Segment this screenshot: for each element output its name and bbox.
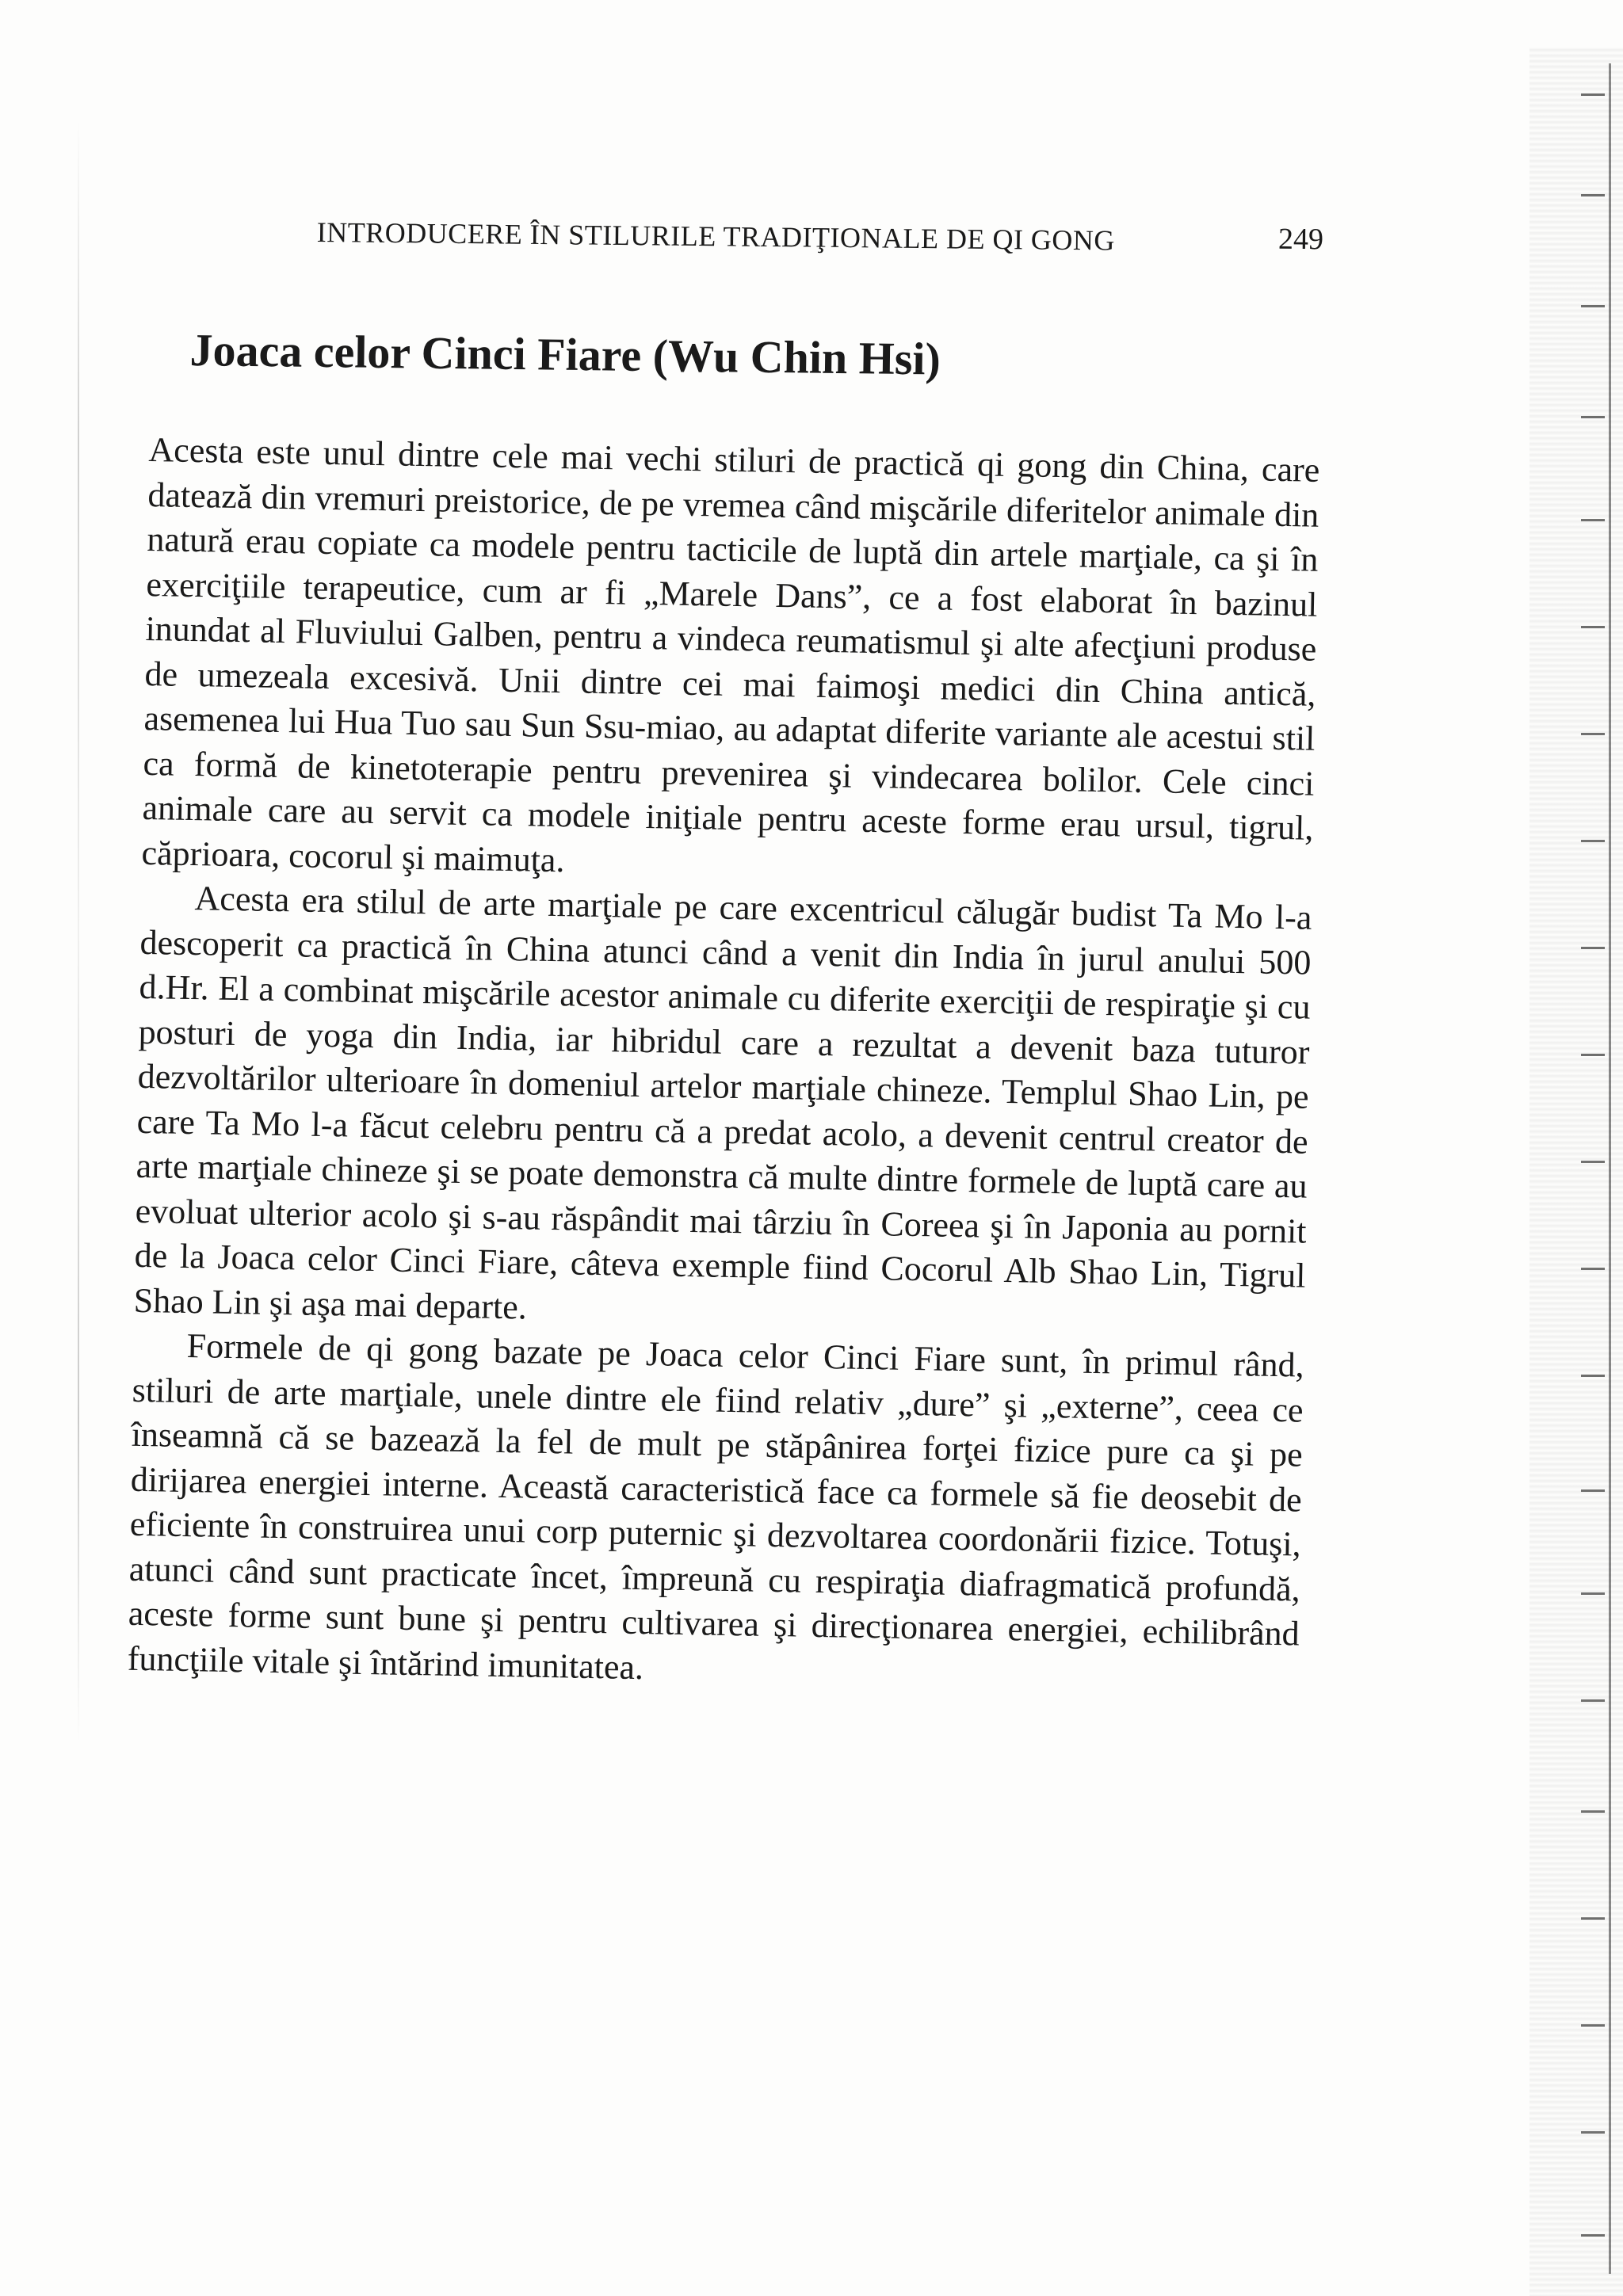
binding-edge — [1609, 63, 1611, 2274]
section-title: Joaca celor Cinci Fiare (Wu Chin Hsi) — [189, 323, 941, 385]
margin-tick — [1581, 1161, 1605, 1163]
margin-tick — [1581, 519, 1605, 521]
margin-tick — [1581, 947, 1605, 949]
margin-tick — [1581, 2024, 1605, 2027]
margin-tick — [1581, 626, 1605, 628]
margin-tick — [1581, 1699, 1605, 1702]
margin-tick — [1581, 1810, 1605, 1813]
margin-tick — [1581, 194, 1605, 196]
margin-tick — [1581, 1917, 1605, 1920]
body-text — [127, 428, 1319, 1702]
margin-tick — [1581, 1592, 1605, 1595]
margin-tick — [1581, 1489, 1605, 1492]
margin-tick — [1581, 2234, 1605, 2237]
margin-tick — [1581, 1268, 1605, 1270]
paragraph-1: Acesta este unul dintre cele mai vechi stiluri de practică qi gong din China, care datează din vremuri preistorice, de pe vremea când mişcările diferitelor animale din natură erau copiate ca modele pentru tacticile de luptă din artele marţiale, ca şi în exerciţiile terapeutice, cum ar fi „Marele Dans”, ce a fost elaborat în bazinul inundat al Fluviului Galben, pentru a vindeca reumatismul şi alte afecţiuni produse de umezeala excesivă. Unii dintre cei mai faimoşi medici din China antică, asemenea lui Hua Tuo sau Sun Ssu-miao, au adaptat diferite variante ale acestui stil ca formă de kinetoterapie pentru prevenirea şi vindecarea bolilor. Cele cinci animale care au servit ca modele iniţiale pentru aceste forme erau ursul, tigrul, căprioara, cocorul şi maimuţa. — [141, 429, 1320, 879]
margin-tick — [1581, 840, 1605, 842]
paragraph-3: Formele de qi gong bazate pe Joaca celor Cinci Fiare sunt, în primul rând, stiluri de arte marţiale, unele dintre ele fiind relativ „dure” şi „externe”, ceea ce înseamnă că se bazează la fel de mult pe stăpânirea forţei fizice pure ca şi pe dirijarea energiei interne. Această caracteristică face ca formele să fie deosebit de eficiente în construirea unui corp puternic şi dezvoltarea coordonării fizice. Totuşi, atunci când sunt practicate încet, împreună cu respiraţia diafragmatică profundă, aceste forme sunt bune şi pentru cultivarea şi direcţionarea energiei, echilibrând funcţiile vitale şi întărind imunitatea. — [127, 1326, 1305, 1687]
margin-tick — [1581, 305, 1605, 307]
margin-tick — [1581, 2131, 1605, 2134]
margin-tick — [1581, 93, 1605, 96]
scan-left-edge — [78, 119, 79, 1743]
running-header: INTRODUCERE ÎN STILURILE TRADIŢIONALE DE QI GONG — [316, 215, 1116, 257]
margin-tick — [1581, 416, 1605, 418]
margin-tick — [1581, 1375, 1605, 1377]
margin-tick — [1581, 1054, 1605, 1056]
page-number: 249 — [1277, 222, 1324, 257]
paragraph-2: Acesta era stilul de arte marţiale pe care excentricul călugăr budist Ta Mo l-a descoperit ca practică în China atunci când a venit din India în jurul anului 500 d.Hr. El a combinat mişcările acestor animale cu diferite exerciţii de respiraţie şi cu posturi de yoga din India, iar hibridul care a rezultat a devenit baza tuturor dezvoltărilor ulterioare în domeniul artelor marţiale chineze. Templul Shao Lin, pe care Ta Mo l-a făcut celebru pentru că a predat acolo, a devenit centrul creator de arte marţiale chineze şi se poate demonstra că multe dintre formele de luptă care au evoluat ulterior acolo şi s-au răspândit mai târziu în Coreea şi în Japonia au pornit de la Joaca celor Cinci Fiare, câteva exemple fiind Cocorul Alb Shao Lin, Tigrul Shao Lin şi aşa mai departe. — [133, 879, 1312, 1326]
margin-tick — [1581, 733, 1605, 735]
